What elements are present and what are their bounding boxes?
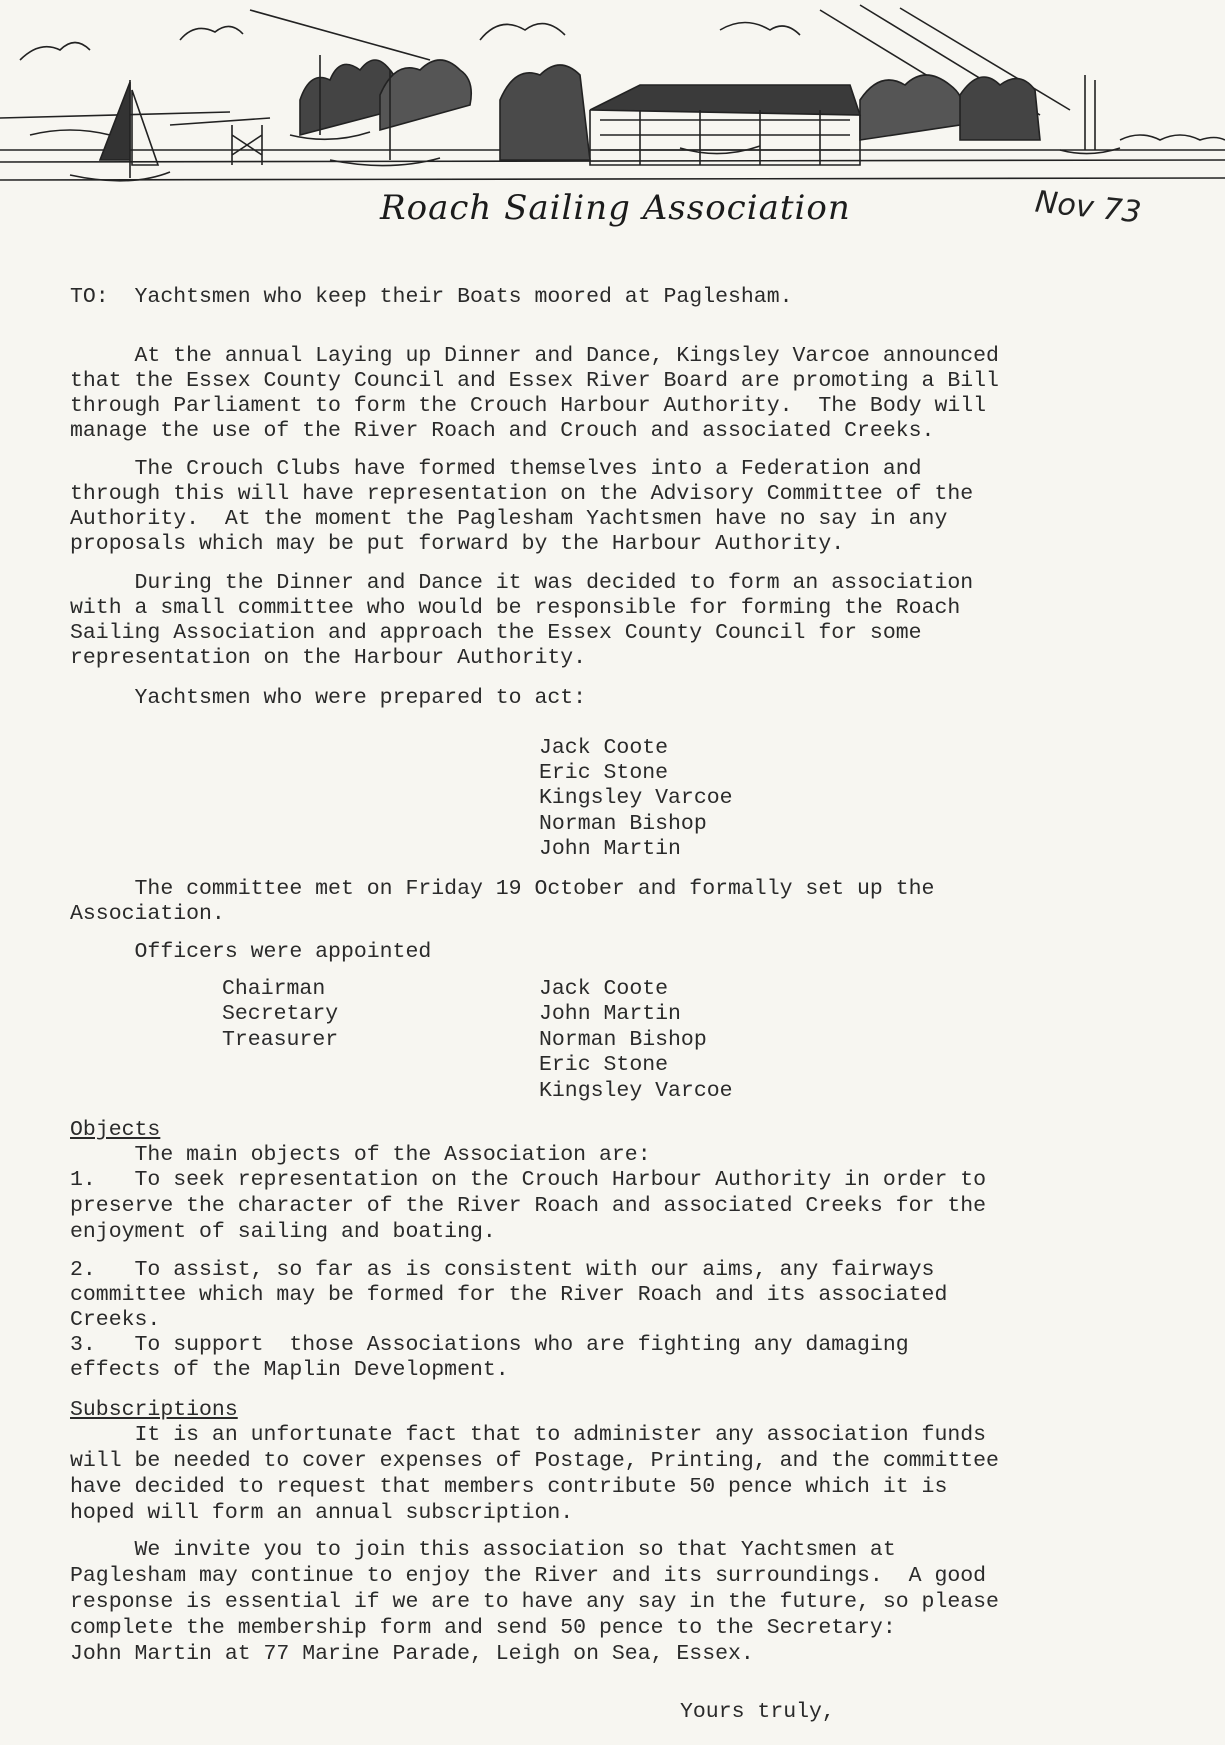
- closing: Yours truly,: [680, 1700, 835, 1724]
- handwritten-date: Nov 73: [1033, 184, 1143, 231]
- volunteers-intro: Yachtsmen who were prepared to act:: [70, 686, 587, 710]
- letterhead-illustration: [0, 0, 1225, 205]
- to-line: TO: Yachtsmen who keep their Boats moored at Paglesham.: [70, 285, 793, 309]
- volunteer-name: Eric Stone: [539, 761, 669, 785]
- officer-name: Eric Stone: [539, 1053, 669, 1077]
- officer-name: Jack Coote: [539, 977, 669, 1001]
- letter-page: Roach Sailing Association Nov 73 TO: Yachtsmen who keep their Boats moored at Paglesham. At the annual Laying up Dinner and Dance, Kingsley Varcoe announced that the Essex County Council and Essex River Board are promoting a Bill through Parliament to form the Crouch Harbour Authority. The Body will manage the use of the River Roach and Crouch and associated Creeks. The Crouch Clubs have formed themselves into a Federation and through this will have representation on the Advisory Committee of the Authority. At the moment the Paglesham Yachtsmen have no say in any proposals which may be put forward by the Harbour Authority. During the Dinner and Dance it was decided to form an association with a small committee who would be responsible for forming the Roach Sailing Association and approach the Essex County Council for some representation on the Harbour Authority. Yachtsmen who were prepared to act: Jack Coote Eric Stone Kingsley Varcoe Norman Bishop John Martin The committee met on Friday 19 October and formally set up the Association. Officers were appointed Chairman Secretary Treasurer Jack Coote John Martin Norman Bishop Eric Stone Kingsley Varcoe Objects The main objects of the Association are: 1. To seek representation on the Crouch Harbour Authority in order to preserve the character of the River Roach and associated Creeks for the enjoyment of sailing and boating. 2. To assist, so far as is consistent with our aims, any fairways committee which may be formed for the River Roach and its associated Creeks. 3. To support those Associations who are fighting any damaging effects of the Maplin Development. Subscriptions It is an unfortunate fact that to administer any association funds will be needed to cover expenses of Postage, Printing, and the committee have decided to request that members contribute 50 pence which it is hoped will form an annual subscription. We invite you to join this association so that Yachtsmen at Paglesham may continue to enjoy the River and its surroundings. A good response is essential if we are to have any say in the future, so please complete the membership form and send 50 pence to the Secretary: John Martin at 77 Marine Parade, Leigh on Sea, Essex. Yours truly,: [0, 0, 1225, 1745]
- officers-intro: Officers were appointed: [70, 940, 432, 964]
- officer-name: John Martin: [539, 1002, 681, 1026]
- officer-name: Kingsley Varcoe: [539, 1079, 733, 1103]
- subscriptions-heading: Subscriptions: [70, 1398, 238, 1422]
- officer-role: Secretary: [222, 1002, 339, 1026]
- volunteer-name: Kingsley Varcoe: [539, 786, 733, 810]
- officer-role: Chairman: [222, 977, 326, 1001]
- volunteer-name: John Martin: [539, 837, 681, 861]
- objects-heading: Objects: [70, 1118, 161, 1142]
- officer-name: Norman Bishop: [539, 1028, 707, 1052]
- officer-role: Treasurer: [222, 1028, 339, 1052]
- organisation-name: Roach Sailing Association: [380, 188, 851, 228]
- objects-intro: The main objects of the Association are:: [70, 1143, 651, 1167]
- volunteer-name: Jack Coote: [539, 736, 669, 760]
- volunteer-name: Norman Bishop: [539, 812, 707, 836]
